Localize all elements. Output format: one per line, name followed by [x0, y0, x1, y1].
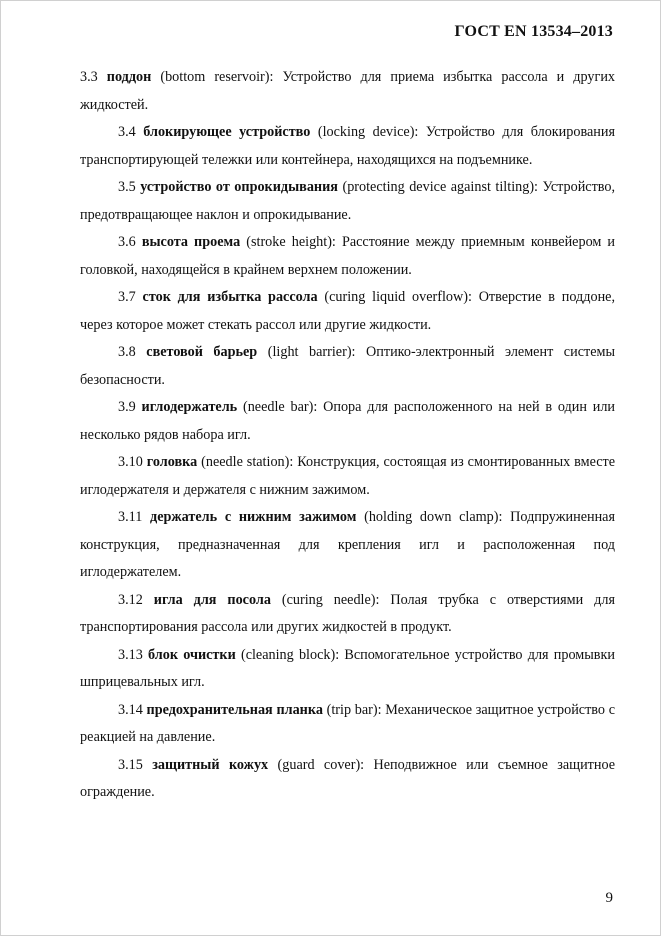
definition-english: (locking device): — [317, 124, 419, 140]
definition-term: поддон — [106, 69, 152, 85]
definition-3-5 — [80, 174, 615, 229]
definition-text: Расстояние между приемным конвейером и головкой, находящейся в крайнем верхнем положении. — [80, 234, 616, 278]
definition-number: 3.4 — [118, 124, 136, 140]
definition-term: защитный кожух — [152, 756, 269, 773]
definition-term: иглодержатель — [141, 399, 238, 415]
definition-3-15 — [80, 752, 615, 807]
definition-english: (trip bar): — [326, 701, 382, 718]
definition-number: 3.6 — [118, 234, 136, 250]
definitions-section — [80, 64, 615, 807]
definition-text: Вспомогательное устройство для промывки шприцевальных игл. — [80, 646, 615, 690]
definition-english: (light barrier): — [267, 344, 356, 360]
standard-header: ГОСТ EN 13534–2013 — [454, 23, 613, 40]
definition-3-3 — [80, 64, 615, 119]
page-number: 9 — [605, 890, 613, 906]
definition-term: устройство от опрокидывания — [140, 179, 338, 195]
definition-3-6 — [80, 229, 615, 284]
definition-term: держатель с нижним зажимом — [150, 509, 357, 525]
definition-number: 3.11 — [118, 509, 143, 525]
definition-text: Конструкция, состоящая из смонтированных вместе иглодержателя и держателя с нижним зажимом. — [80, 454, 616, 498]
definition-english: (needle station): — [201, 454, 294, 470]
definition-text: Опора для расположенного на ней в один или несколько рядов набора игл. — [80, 399, 616, 443]
definition-term: блокирующее устройство — [143, 124, 311, 140]
definition-text: Устройство для приема избытка рассола и других жидкостей. — [80, 69, 616, 113]
definition-number: 3.5 — [118, 179, 136, 195]
definition-english: (guard cover): — [277, 756, 365, 773]
definition-text: Подпружиненная конструкция, предназначенная для крепления игл и расположенная под иглодержателем. — [80, 509, 616, 580]
definition-english: (cleaning block): — [240, 646, 340, 663]
definition-english: (protecting device against tilting): — [342, 179, 538, 195]
definition-term: игла для посола — [153, 591, 271, 608]
definition-term: блок очистки — [148, 646, 236, 663]
definition-english: (curing liquid overflow): — [324, 289, 472, 305]
definition-english: (stroke height): — [246, 234, 336, 250]
definition-number: 3.7 — [118, 289, 136, 305]
definition-term: головка — [146, 454, 198, 470]
definition-number: 3.14 — [118, 701, 143, 718]
definition-english: (curing needle): — [281, 591, 380, 608]
definition-3-7 — [80, 284, 615, 339]
definition-3-10 — [80, 449, 615, 504]
definition-3-13 — [80, 642, 615, 697]
definition-number: 3.13 — [118, 646, 143, 663]
definition-number: 3.3 — [80, 69, 98, 85]
definition-number: 3.8 — [118, 344, 136, 360]
definition-3-12 — [80, 587, 615, 642]
definition-english: (bottom reservoir): — [160, 69, 274, 85]
definition-3-9 — [80, 394, 615, 449]
definition-text: Оптико-электронный элемент системы безопасности. — [80, 344, 616, 388]
definition-3-11 — [80, 504, 615, 587]
definition-text: Устройство для блокирования транспортирующей тележки или контейнера, находящихся на подъемнике. — [80, 124, 615, 168]
definition-3-8 — [80, 339, 615, 394]
definition-3-14 — [80, 697, 615, 752]
definition-text: Неподвижное или съемное защитное ограждение. — [80, 756, 616, 800]
definition-english: (holding down clamp): — [364, 509, 503, 525]
definition-text: Устройство, предотвращающее наклон и опрокидывание. — [80, 179, 616, 223]
definition-term: высота проема — [141, 234, 241, 250]
definition-text: Отверстие в поддоне, через которое может стекать рассол или другие жидкости. — [80, 289, 616, 333]
definition-number: 3.10 — [118, 454, 143, 470]
definition-term: предохранительная планка — [146, 701, 323, 718]
definition-text: Механическое защитное устройство с реакцией на давление. — [80, 701, 616, 745]
definition-english: (needle bar): — [242, 399, 318, 415]
definition-3-4 — [80, 119, 615, 174]
definition-number: 3.12 — [118, 591, 143, 608]
definition-term: сток для избытка рассола — [142, 289, 318, 305]
definition-number: 3.9 — [118, 399, 136, 415]
definition-number: 3.15 — [118, 756, 143, 773]
definition-term: световой барьер — [146, 344, 258, 360]
definition-text: Полая трубка с отверстиями для транспортирования рассола или других жидкостей в продукт. — [80, 591, 616, 635]
